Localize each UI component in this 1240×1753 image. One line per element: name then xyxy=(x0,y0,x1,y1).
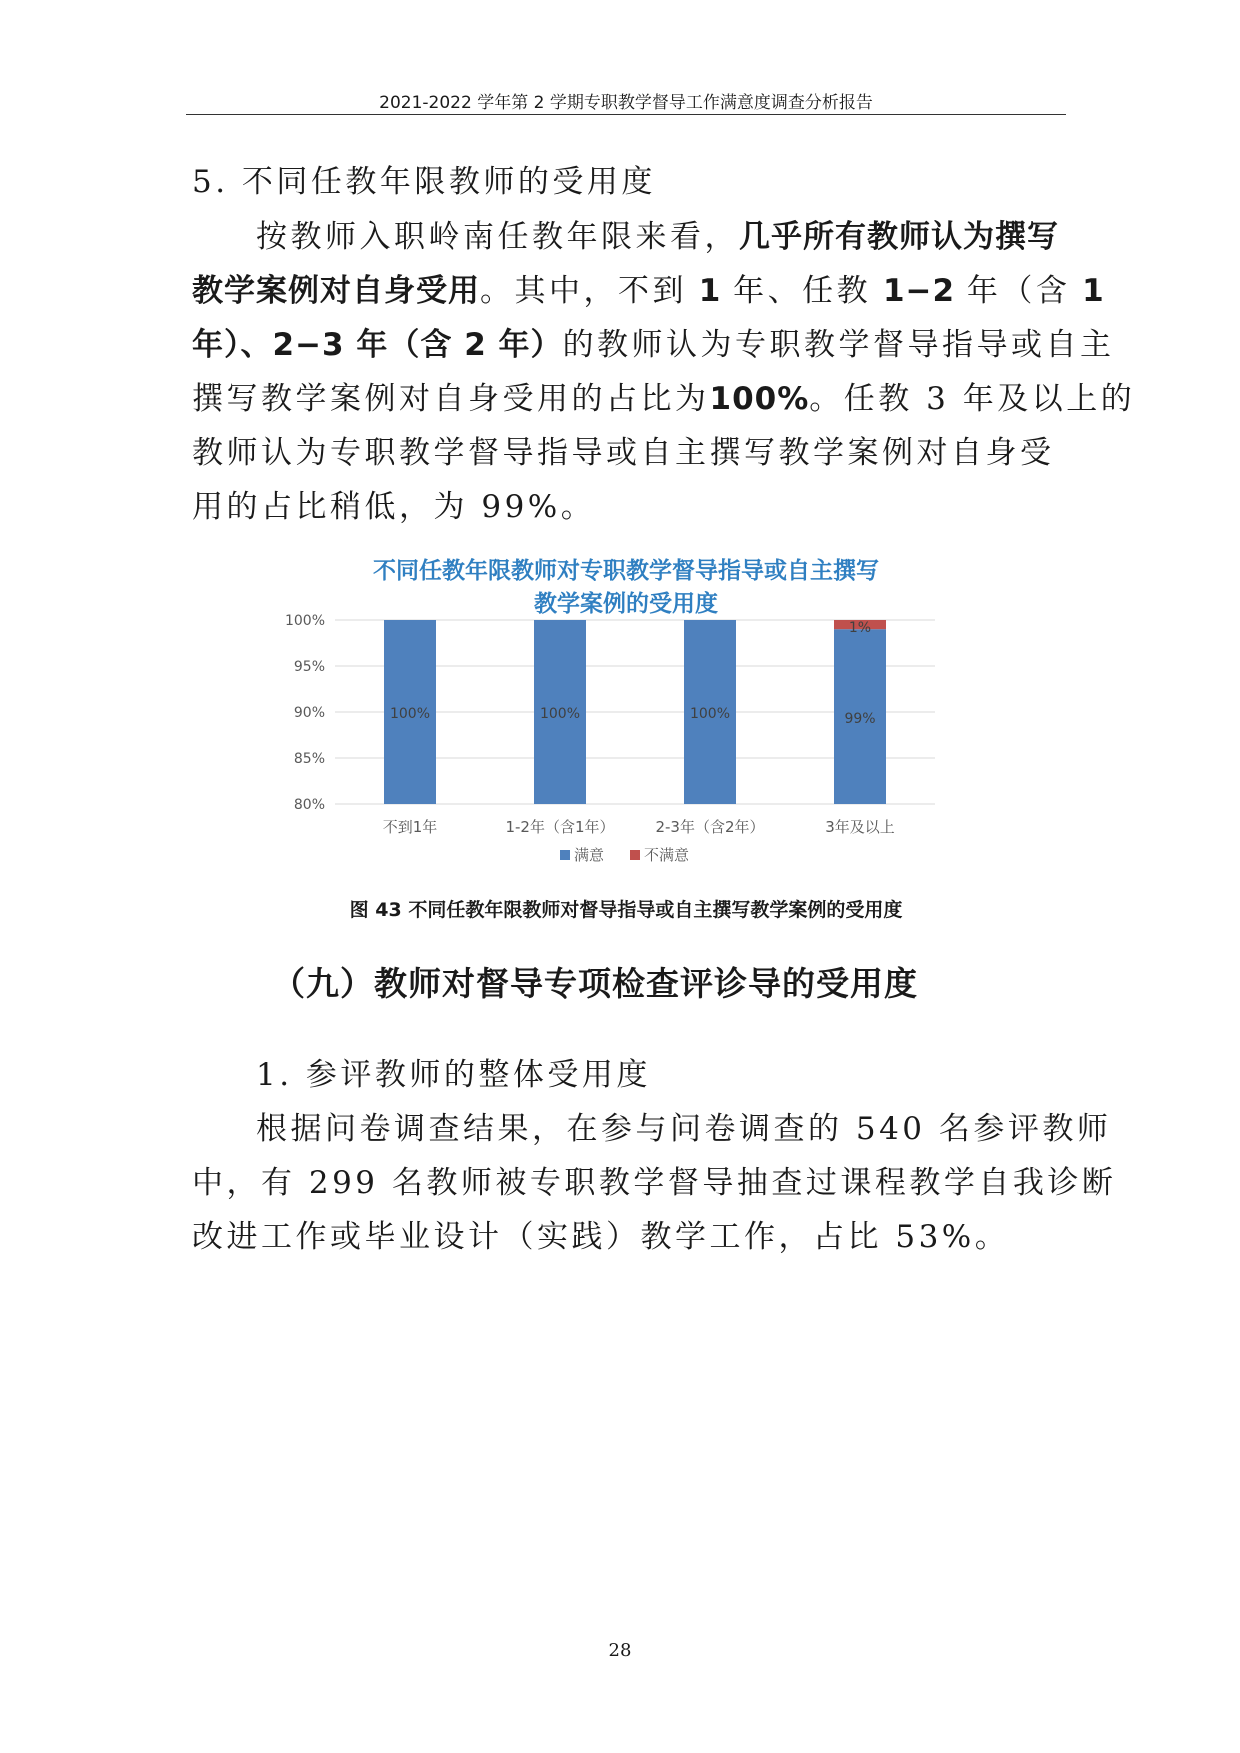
running-header: 2021-2022 学年第 2 学期专职教学督导工作满意度调查分析报告 xyxy=(379,93,873,113)
paragraph-line: 年）、2−3 年（含 2 年）的教师认为专职教学督导指导或自主 xyxy=(192,327,1115,363)
section-heading: 5. 不同任教年限教师的受用度 xyxy=(192,164,656,200)
x-tick-label: 1-2年（含1年） xyxy=(505,818,615,836)
paragraph-line: 中，有 299 名教师被专职教学督导抽查过课程教学自我诊断 xyxy=(192,1165,1117,1201)
paragraph-line: 教学案例对自身受用。其中，不到 1 年、任教 1−2 年（含 1 xyxy=(192,273,1105,309)
data-label: 100% xyxy=(539,706,581,722)
data-label: 100% xyxy=(689,706,731,722)
y-tick-label: 85% xyxy=(293,751,325,767)
x-tick-label: 不到1年 xyxy=(382,818,438,836)
paragraph-line: 用的占比稍低，为 99%。 xyxy=(192,489,596,525)
y-tick-label: 100% xyxy=(284,613,325,629)
paragraph-line: 撰写教学案例对自身受用的占比为100%。任教 3 年及以上的 xyxy=(192,381,1136,417)
section-heading-9: （九）教师对督导专项检查评诊导的受用度 xyxy=(272,964,918,1003)
paragraph-line: 改进工作或毕业设计（实践）教学工作，占比 53%。 xyxy=(192,1219,1010,1255)
x-tick-label: 3年及以上 xyxy=(825,818,895,836)
stacked-bar-chart xyxy=(270,600,950,870)
header-rule xyxy=(186,114,1066,115)
chart-title-line1: 不同任教年限教师对专职教学督导指导或自主撰写 xyxy=(373,558,879,584)
legend-swatch xyxy=(560,850,570,860)
legend-label: 满意 xyxy=(574,846,605,864)
legend-label: 不满意 xyxy=(644,846,690,864)
chart-title-line2: 教学案例的受用度 xyxy=(534,591,718,617)
subsection-heading: 1. 参评教师的整体受用度 xyxy=(256,1057,651,1093)
data-label: 99% xyxy=(844,711,876,727)
data-label: 100% xyxy=(389,706,431,722)
figure-caption: 图 43 不同任教年限教师对督导指导或自主撰写教学案例的受用度 xyxy=(349,899,903,921)
y-tick-label: 80% xyxy=(293,797,325,813)
paragraph-line: 按教师入职岭南任教年限来看，几乎所有教师认为撰写 xyxy=(256,219,1059,255)
page-number: 28 xyxy=(608,1640,632,1661)
data-label: 1% xyxy=(848,620,872,636)
paragraph-line: 根据问卷调查结果，在参与问卷调查的 540 名参评教师 xyxy=(256,1111,1112,1147)
legend-swatch xyxy=(630,850,640,860)
y-tick-label: 90% xyxy=(293,705,325,721)
x-tick-label: 2-3年（含2年） xyxy=(655,818,765,836)
y-tick-label: 95% xyxy=(293,659,325,675)
paragraph-line: 教师认为专职教学督导指导或自主撰写教学案例对自身受 xyxy=(192,435,1055,471)
